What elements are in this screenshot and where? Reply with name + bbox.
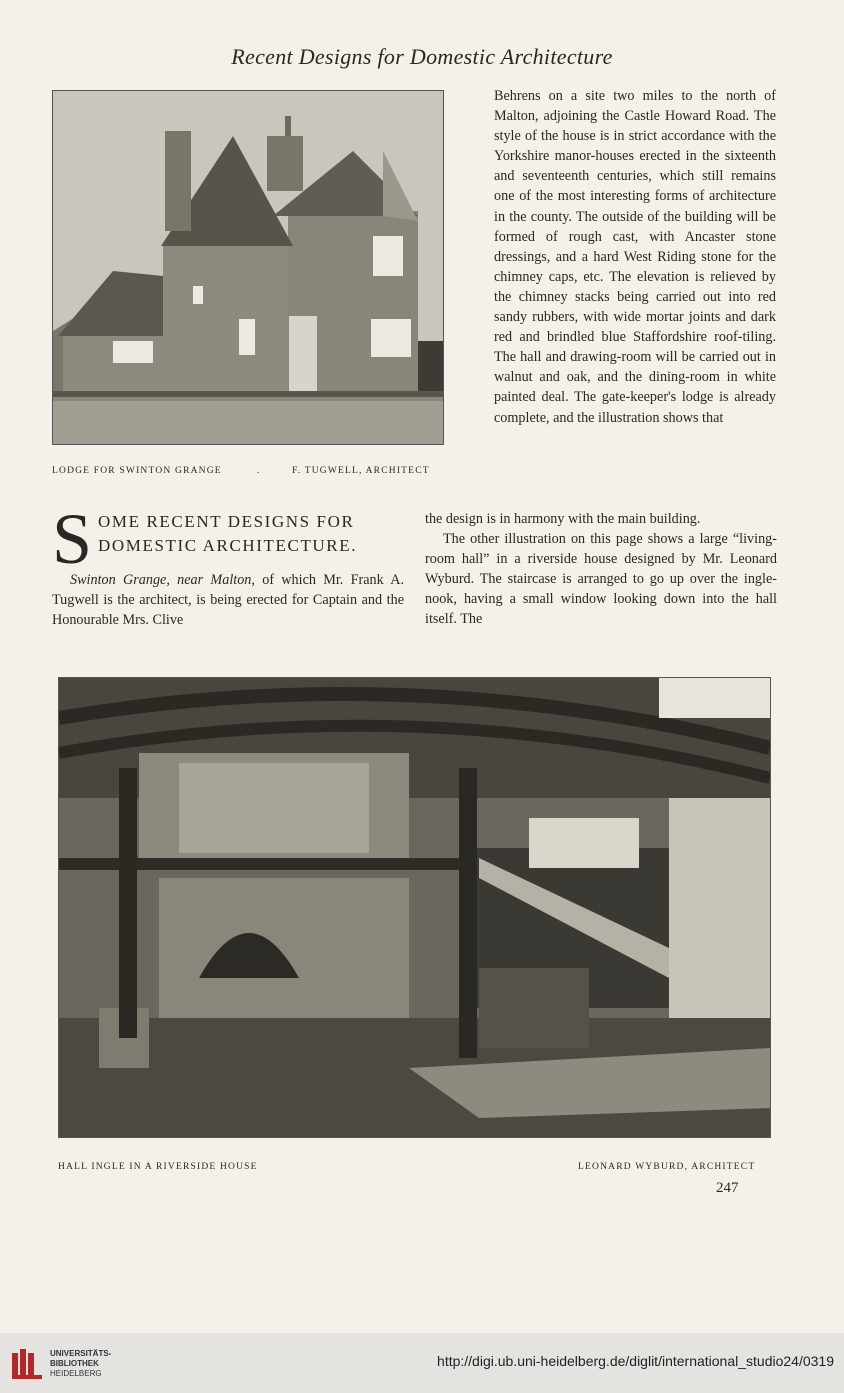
lodge-caption-separator: . [257,466,261,476]
paragraph-harmony: the design is in harmony with the main building. [425,511,701,527]
lodge-caption-architect: F. TUGWELL, ARCHITECT [292,466,430,476]
library-name [50,1349,111,1379]
left-column-text [52,570,404,630]
right-column-bottom-text [425,509,777,630]
library-name-line-2: BIBLIOTHEK [50,1359,99,1368]
drop-cap: S [52,499,93,579]
heading-line-2: DOMESTIC ARCHITECTURE. [98,536,358,555]
hall-ingle-illustration [58,677,771,1138]
library-name-line-1: UNIVERSITÄTS- [50,1349,112,1358]
paragraph-behrens: Behrens on a site two miles to the north of Malton, adjoining the Castle Howard Road. The style of the house is in strict accordance with the Yorkshire manor-houses erected in the sixteenth and seventeenth centuries, which still remains one of the most interesting forms of architecture in the county. The outside of the building will be formed of rough cast, with Ancaster stone dressings, and a hard West Riding stone for the chimney caps, etc. The elevation is relieved by the chimney stacks being carried out into red sandy rubbers, with wide mortar joints and dark red and brindled blue Staffordshire roof-tiling. The hall and drawing-room will be carried out in walnut and oak, and the dining-room in white painted deal. The gate-keeper's lodge is already complete, and the illustration shows that [494,88,776,426]
lodge-caption-title: LODGE FOR SWINTON GRANGE [52,466,222,476]
article-heading [52,499,404,579]
library-footer [0,1333,844,1393]
paragraph-other-illustration: The other illustration on this page shows a large “living-room hall” in a riverside house designed by Mr. Leonard Wyburd. The staircase is arranged to go up over the ingle-nook, having a small window looking down into the hall itself. The [425,531,777,628]
page-number: 247 [716,1180,739,1196]
left-column-body: of which Mr. Frank A. Tugwell is the architect, is being erected for Captain and the Honourable Mrs. Clive [52,572,404,629]
hall-caption-architect: LEONARD WYBURD, ARCHITECT [578,1162,756,1172]
running-head: Recent Designs for Domestic Architecture [231,44,613,69]
right-column-top-text [494,86,776,428]
permalink-url[interactable]: http://digi.ub.uni-heidelberg.de/diglit/international_studio24/0319 [437,1353,834,1369]
lodge-photograph [52,90,444,445]
university-library-logo-icon[interactable] [10,1345,46,1381]
hall-caption-title: HALL INGLE IN A RIVERSIDE HOUSE [58,1162,258,1172]
swinton-grange-italic: Swinton Grange, near Malton, [70,572,255,588]
heading-line-1: OME RECENT DESIGNS FOR [98,512,355,531]
library-name-line-3: HEIDELBERG [50,1369,102,1378]
